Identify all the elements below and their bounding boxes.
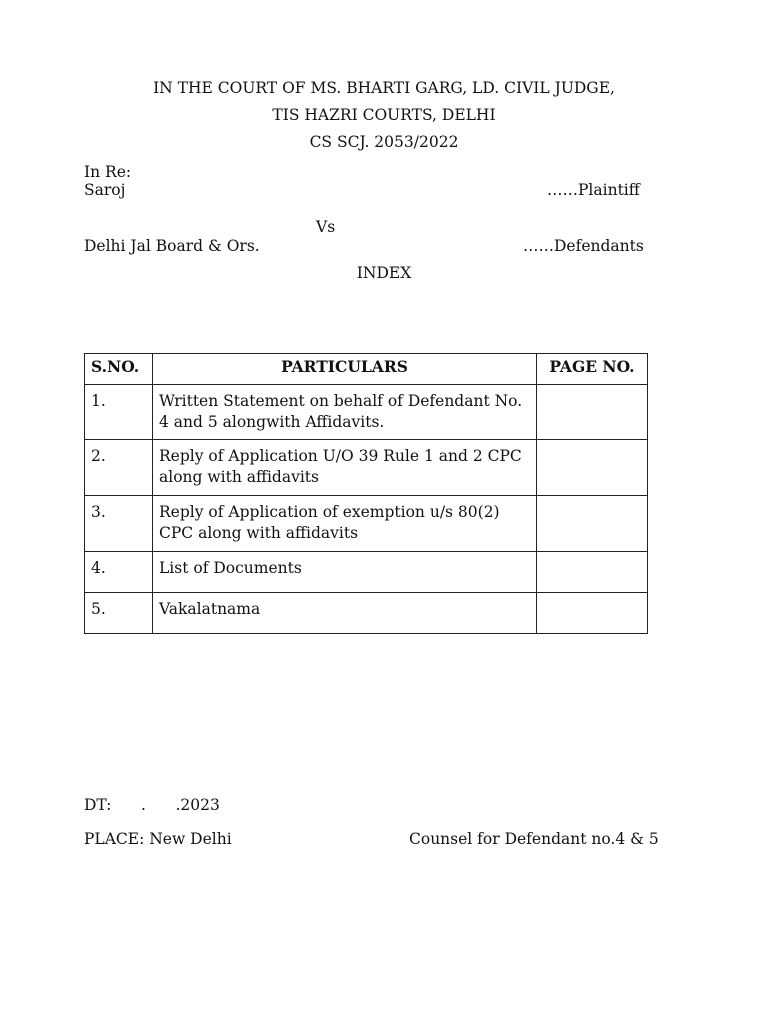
row-sno: 3. <box>85 496 153 552</box>
defendant-name: Delhi Jal Board & Ors. <box>84 237 260 255</box>
plaintiff-name: Saroj <box>84 181 126 199</box>
header-particulars: PARTICULARS <box>153 354 537 385</box>
court-heading: IN THE COURT OF MS. BHARTI GARG, LD. CIVIL JUDGE, <box>153 79 615 97</box>
in-re-label: In Re: <box>84 163 132 181</box>
index-table <box>84 353 648 634</box>
row-sno: 1. <box>85 385 153 440</box>
table-row <box>85 496 648 552</box>
header-page-no: PAGE NO. <box>537 354 648 385</box>
row-page-no <box>537 440 648 496</box>
row-sno: 4. <box>85 552 153 593</box>
row-page-no <box>537 552 648 593</box>
header-sno: S.NO. <box>85 354 153 385</box>
row-particulars: List of Documents <box>153 552 537 593</box>
row-particulars: Reply of Application of exemption u/s 80(2) CPC along with affidavits <box>153 496 537 552</box>
date-line: DT: . .2023 <box>84 796 220 814</box>
row-sno: 2. <box>85 440 153 496</box>
place-line: PLACE: New Delhi <box>84 830 232 848</box>
case-number: CS SCJ. 2053/2022 <box>309 133 459 151</box>
row-page-no <box>537 496 648 552</box>
row-sno: 5. <box>85 593 153 634</box>
table-header-row <box>85 354 648 385</box>
defendant-role: ……Defendants <box>523 237 644 255</box>
row-particulars: Reply of Application U/O 39 Rule 1 and 2 CPC along with affidavits <box>153 440 537 496</box>
row-page-no <box>537 385 648 440</box>
court-location: TIS HAZRI COURTS, DELHI <box>272 106 496 124</box>
table-row <box>85 552 648 593</box>
row-page-no <box>537 593 648 634</box>
versus-label: Vs <box>316 218 336 236</box>
row-particulars: Vakalatnama <box>153 593 537 634</box>
table-row <box>85 440 648 496</box>
table-row <box>85 593 648 634</box>
counsel-signature-line: Counsel for Defendant no.4 & 5 <box>409 830 659 848</box>
row-particulars: Written Statement on behalf of Defendant No. 4 and 5 alongwith Affidavits. <box>153 385 537 440</box>
table-row <box>85 385 648 440</box>
plaintiff-role: ……Plaintiff <box>547 181 640 199</box>
index-title: INDEX <box>356 264 412 282</box>
